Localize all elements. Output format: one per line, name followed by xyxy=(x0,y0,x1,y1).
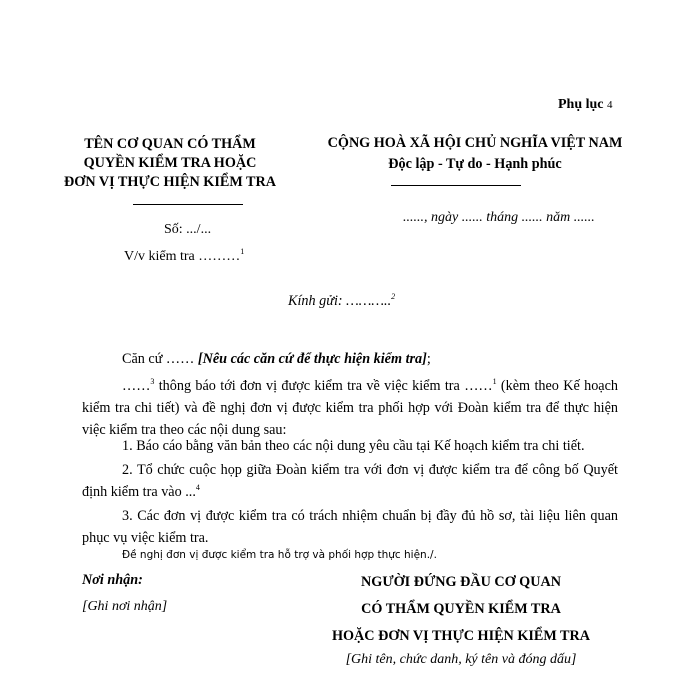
basis-paragraph xyxy=(122,348,618,370)
appendix-label xyxy=(558,97,613,113)
content-item-2-text: 2. Tổ chức cuộc họp giữa Đoàn kiểm tra với đơn vị được kiểm tra để công bố Quyết định kiểm tra vào ... xyxy=(82,462,618,500)
national-motto: Độc lập - Tự do - Hạnh phúc xyxy=(388,156,562,172)
agency-name-line: TÊN CƠ QUAN CÓ THẨM xyxy=(84,136,256,152)
notice-text-rest: (kèm theo Kế hoạch kiểm tra chi tiết) và đề nghị đơn vị được kiểm tra phối hợp với Đoàn kiểm tra để thực hiện việc kiểm tra theo các nội dung sau: xyxy=(82,378,619,438)
agency-underline xyxy=(133,204,243,205)
appendix-number: 4 xyxy=(607,99,613,111)
notice-paragraph xyxy=(82,375,618,441)
signature-title-line: CÓ THẨM QUYỀN KIỂM TRA xyxy=(361,601,561,617)
content-item-2-footnote: 4 xyxy=(195,483,200,492)
notice-footnote-subject: 1 xyxy=(492,377,497,386)
basis-suffix: ; xyxy=(426,351,431,367)
motto-underline xyxy=(391,185,521,186)
greeting xyxy=(288,293,395,310)
recipients-label: Nơi nhận: xyxy=(82,572,143,588)
subject-footnote: 1 xyxy=(240,247,245,256)
content-item-3: 3. Các đơn vị được kiểm tra có trách nhiệm chuẩn bị đầy đủ hồ sơ, tài liệu liên quan phục vụ việc kiểm tra. xyxy=(82,508,618,546)
appendix-label-text: Phụ lục xyxy=(558,97,604,112)
agency-name-line: ĐƠN VỊ THỰC HIỆN KIỂM TRA xyxy=(64,174,276,190)
recipients-placeholder: [Ghi nơi nhận] xyxy=(82,599,168,614)
signature-title-line: HOẶC ĐƠN VỊ THỰC HIỆN KIỂM TRA xyxy=(331,628,591,644)
agency-name xyxy=(40,135,300,192)
national-title: CỘNG HOÀ XÃ HỘI CHỦ NGHĨA VIỆT NAM xyxy=(327,135,623,151)
notice-text: thông báo tới đơn vị được kiểm tra về việc kiểm tra …… xyxy=(154,378,493,394)
signature-note: [Ghi tên, chức danh, ký tên và đóng dấu] xyxy=(345,652,577,667)
document-subject xyxy=(124,249,244,265)
document-number: Số: .../... xyxy=(164,222,212,237)
signature-title-line: NGƯỜI ĐỨNG ĐẦU CƠ QUAN xyxy=(361,574,561,590)
notice-footnote-sender: 3 xyxy=(150,377,155,386)
greeting-text: Kính gửi: ……….. xyxy=(288,293,392,309)
date-line: ......, ngày ...... tháng ...... năm ...... xyxy=(403,210,595,225)
closing-request: Đề nghị đơn vị được kiểm tra hỗ trợ và phối hợp thực hiện./. xyxy=(122,549,437,561)
subject-text: V/v kiểm tra ……… xyxy=(124,249,241,264)
signature-block xyxy=(300,569,622,650)
content-item-2 xyxy=(82,459,618,503)
greeting-footnote: 2 xyxy=(391,292,396,301)
agency-name-line: QUYỀN KIỂM TRA HOẶC xyxy=(83,155,257,171)
content-item-1: 1. Báo cáo bằng văn bản theo các nội dung yêu cầu tại Kế hoạch kiểm tra chi tiết. xyxy=(122,438,585,454)
basis-italic: [Nêu các căn cứ để thực hiện kiểm tra] xyxy=(197,351,427,367)
notice-sender: …… xyxy=(122,378,151,394)
basis-prefix: Căn cứ …… xyxy=(122,351,195,367)
